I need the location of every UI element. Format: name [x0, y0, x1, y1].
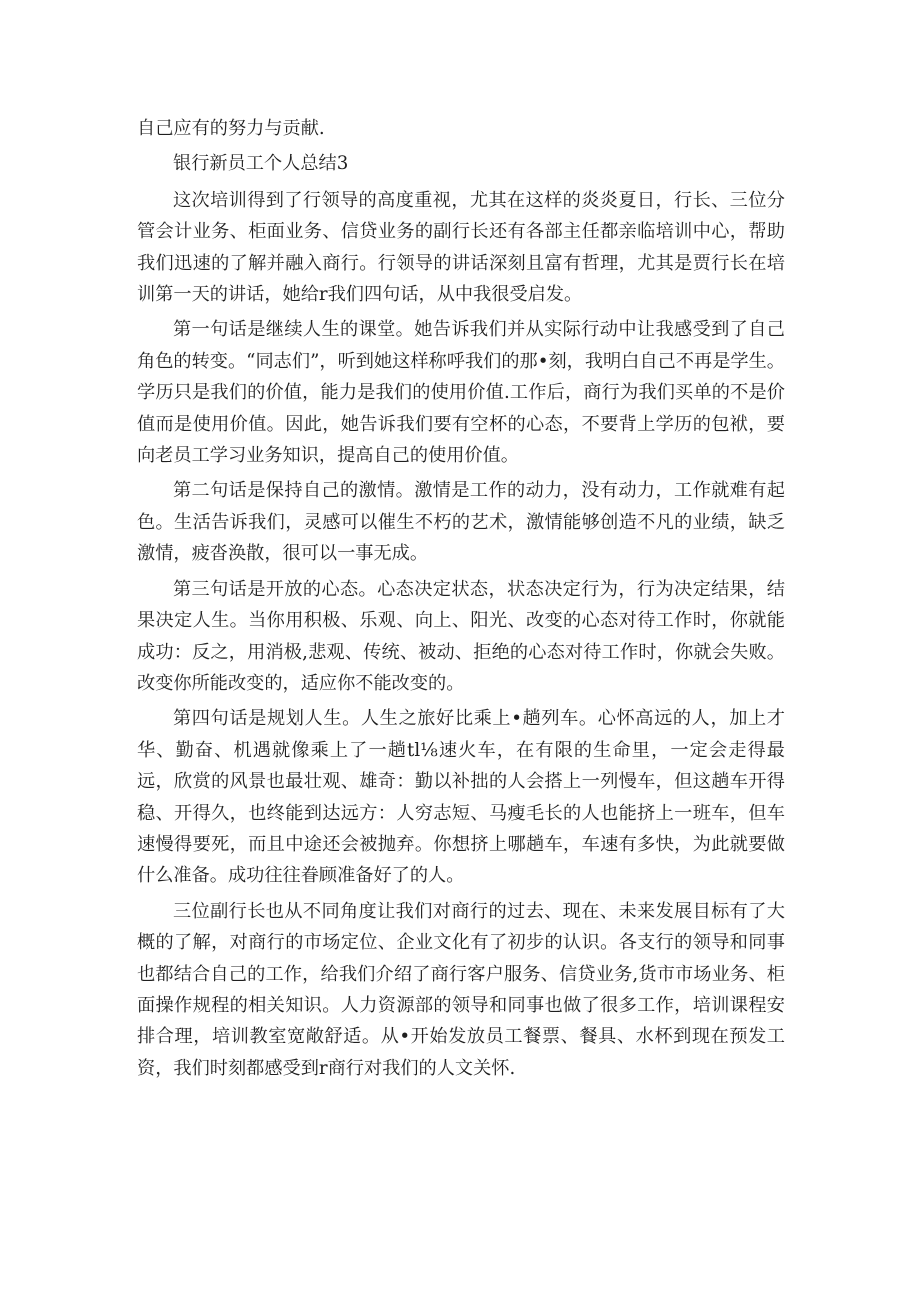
section-heading: 银行新员工个人总结3	[173, 153, 349, 175]
paragraph-continuation: 自己应有的努力与贡献.	[137, 118, 325, 139]
paragraph: 第三句话是开放的心态。心态决定状态，状态决定行为，行为决定结果，结果决定人生。当你用积极、乐观、向上、阳光、改变的心态对待工作时，你就能成功：反之，用消极,悲观、传统、被动、拒绝的心态对待工作时，你就会失败。改变你所能改变的，适应你不能改变的。	[137, 578, 785, 694]
document-body	[137, 113, 785, 1088]
paragraph: 三位副行长也从不同角度让我们对商行的过去、现在、未来发展目标有了大概的了解，对商行的市场定位、企业文化有了初步的认识。各支行的领导和同事也都结合自己的工作，给我们介绍了商行客户服务、信贷业务,货市市场业务、柜面操作规程的相关知识。人力资源部的领导和同事也做了很多工作，培训课程安排合理，培训教室宽敞舒适。从•开始发放员工餐票、餐具、水杯到现在预发工资，我们时刻都感受到r商行对我们的人文关怀.	[137, 900, 785, 1079]
paragraph: 这次培训得到了行领导的高度重视，尤其在这样的炎炎夏日，行长、三位分管会计业务、柜面业务、信贷业务的副行长还有各部主任都亲临培训中心，帮助我们迅速的了解并融入商行。行领导的讲话深刻且富有哲理，尤其是贾行长在培训第一天的讲话，她给r我们四句话，从中我很受启发。	[137, 189, 785, 306]
paragraph: 第一句话是继续人生的课堂。她告诉我们并从实际行动中让我感受到了自己角色的转变。“同志们”，听到她这样称呼我们的那•刻，我明白自己不再是学生。学历只是我们的价值，能力是我们的使用价值.工作后，商行为我们买单的不是价值而是使用价值。因此，她告诉我们要有空杯的心态，不要背上学历的包袱，要向老员工学习业务知识，提高自己的使用价值。	[137, 319, 785, 467]
paragraph: 第二句话是保持自己的激情。激情是工作的动力，没有动力，工作就难有起色。生活告诉我们，灵感可以催生不朽的艺术，激情能够创造不凡的业绩，缺乏激情，疲沓涣散，很可以一事无成。	[137, 480, 785, 565]
paragraph: 第四句话是规划人生。人生之旅好比乘上•趟列车。心怀高远的人，加上才华、勤奋、机遇就像乘上了一趟tl⅛速火车，在有限的生命里，一定会走得最远，欣赏的风景也最壮观、雄奇：勤以补拙的人会搭上一列慢车，但这趟车开得稳、开得久，也终能到达远方：人穷志短、马瘦毛长的人也能挤上一班车，但车速慢得要死，而且中途还会被抛弃。你想挤上哪趟车，车速有多快，为此就要做什么准备。成功往往眷顾准备好了的人。	[137, 708, 785, 887]
